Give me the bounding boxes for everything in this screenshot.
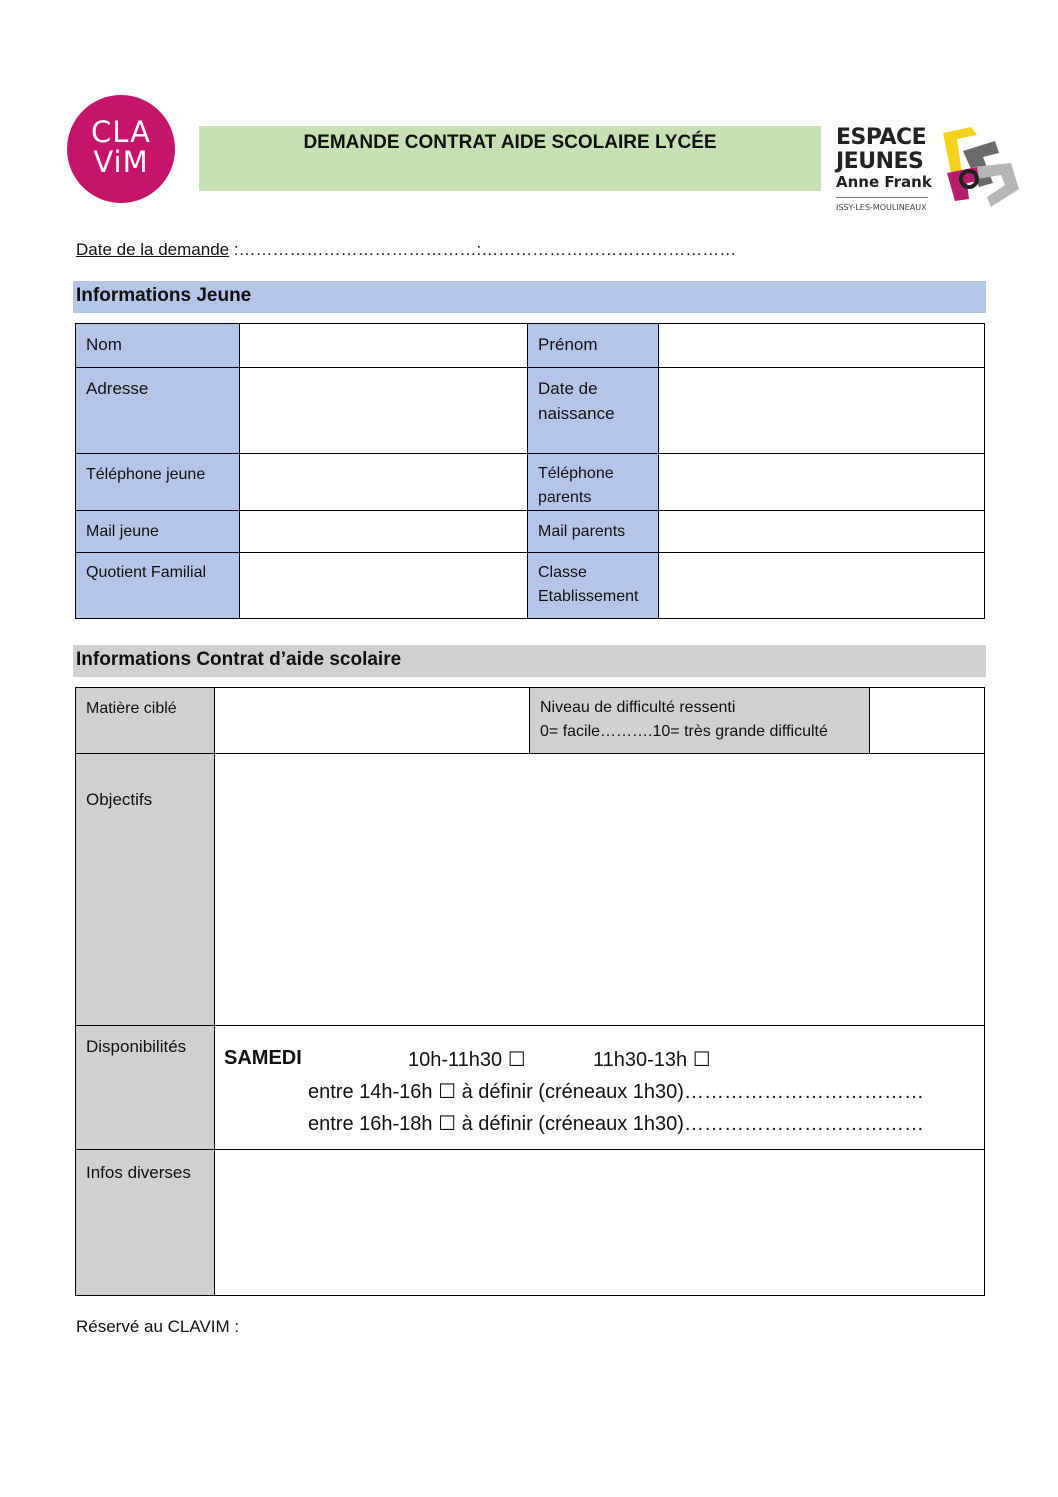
label-niveau-difficulte — [530, 688, 870, 754]
label-classe-etablissement: Classe Etablissement — [528, 553, 659, 619]
table-row — [76, 1150, 985, 1296]
table-row — [76, 754, 985, 1026]
label-date-naissance: Date de naissance — [528, 368, 659, 454]
input-mail-parents[interactable] — [659, 511, 985, 553]
clavim-logo — [67, 95, 175, 203]
reserve-clavim-label: Réservé au CLAVIM : — [76, 1317, 240, 1336]
input-telephone-jeune[interactable] — [240, 454, 528, 511]
dispo-slot-11h30-13h-checkbox[interactable]: 11h30-13h ☐ — [593, 1049, 711, 1071]
label-matiere-cible: Matière ciblé — [76, 688, 215, 754]
request-date-line — [76, 240, 736, 260]
input-quotient-familial[interactable] — [240, 553, 528, 619]
table-row — [76, 688, 985, 754]
request-date-label: Date de la demande — [76, 240, 230, 259]
label-telephone-parents: Téléphone parents — [528, 454, 659, 511]
espace-logo-line2: JEUNES — [836, 149, 924, 174]
informations-jeune-table — [75, 323, 985, 619]
espace-jeunes-logo — [833, 123, 1023, 213]
label-telephone-jeune: Téléphone jeune — [76, 454, 240, 511]
input-niveau-difficulte[interactable] — [870, 688, 985, 754]
table-row — [76, 324, 985, 368]
table-row — [76, 511, 985, 553]
dispo-slot-10h-11h30-checkbox[interactable]: 10h-11h30 ☐ — [408, 1049, 526, 1071]
disponibilites-cell — [215, 1026, 985, 1150]
input-infos-diverses[interactable] — [215, 1150, 985, 1296]
section-heading-contrat-aide-scolaire: Informations Contrat d’aide scolaire — [73, 645, 986, 677]
input-date-naissance[interactable] — [659, 368, 985, 454]
document-title-box — [199, 126, 821, 191]
difficulte-line2: 0= facile……….10= très grande difficulté — [540, 723, 828, 740]
input-matiere-cible[interactable] — [215, 688, 530, 754]
label-objectifs: Objectifs — [76, 754, 215, 1026]
input-mail-jeune[interactable] — [240, 511, 528, 553]
request-date-field[interactable]: :……………………………………:……………………………………… — [229, 240, 737, 259]
input-adresse[interactable] — [240, 368, 528, 454]
difficulte-line1: Niveau de difficulté ressenti — [540, 699, 736, 716]
espace-logo-arrows-icon — [933, 123, 1023, 213]
label-disponibilites: Disponibilités — [76, 1026, 215, 1150]
label-adresse: Adresse — [76, 368, 240, 454]
table-row — [76, 553, 985, 619]
label-prenom: Prénom — [528, 324, 659, 368]
dispo-slot-16h-18h-checkbox[interactable]: entre 16h-18h ☐ à définir (créneaux 1h30)……………………………… — [308, 1113, 924, 1135]
espace-logo-rule — [836, 197, 928, 198]
espace-logo-line4: ISSY-LES-MOULINEAUX — [836, 203, 927, 212]
contrat-aide-scolaire-table — [75, 687, 985, 1296]
espace-logo-line1: ESPACE — [836, 125, 927, 150]
input-classe-etablissement[interactable] — [659, 553, 985, 619]
input-telephone-parents[interactable] — [659, 454, 985, 511]
input-objectifs[interactable] — [215, 754, 985, 1026]
label-mail-jeune: Mail jeune — [76, 511, 240, 553]
section-heading-informations-jeune: Informations Jeune — [73, 281, 986, 313]
document-title: DEMANDE CONTRAT AIDE SCOLAIRE LYCÉE — [303, 132, 717, 153]
espace-logo-line3: Anne Frank — [836, 173, 932, 191]
input-nom[interactable] — [240, 324, 528, 368]
label-quotient-familial: Quotient Familial — [76, 553, 240, 619]
table-row — [76, 1026, 985, 1150]
label-nom: Nom — [76, 324, 240, 368]
label-infos-diverses: Infos diverses — [76, 1150, 215, 1296]
label-mail-parents: Mail parents — [528, 511, 659, 553]
clavim-logo-text-top: CLA — [91, 115, 151, 149]
dispo-slot-14h-16h-checkbox[interactable]: entre 14h-16h ☐ à définir (créneaux 1h30)……………………………… — [308, 1081, 924, 1103]
clavim-logo-text-bottom: ViM — [93, 145, 149, 179]
dispo-day-samedi: SAMEDI — [224, 1047, 302, 1069]
input-prenom[interactable] — [659, 324, 985, 368]
table-row — [76, 368, 985, 454]
table-row — [76, 454, 985, 511]
